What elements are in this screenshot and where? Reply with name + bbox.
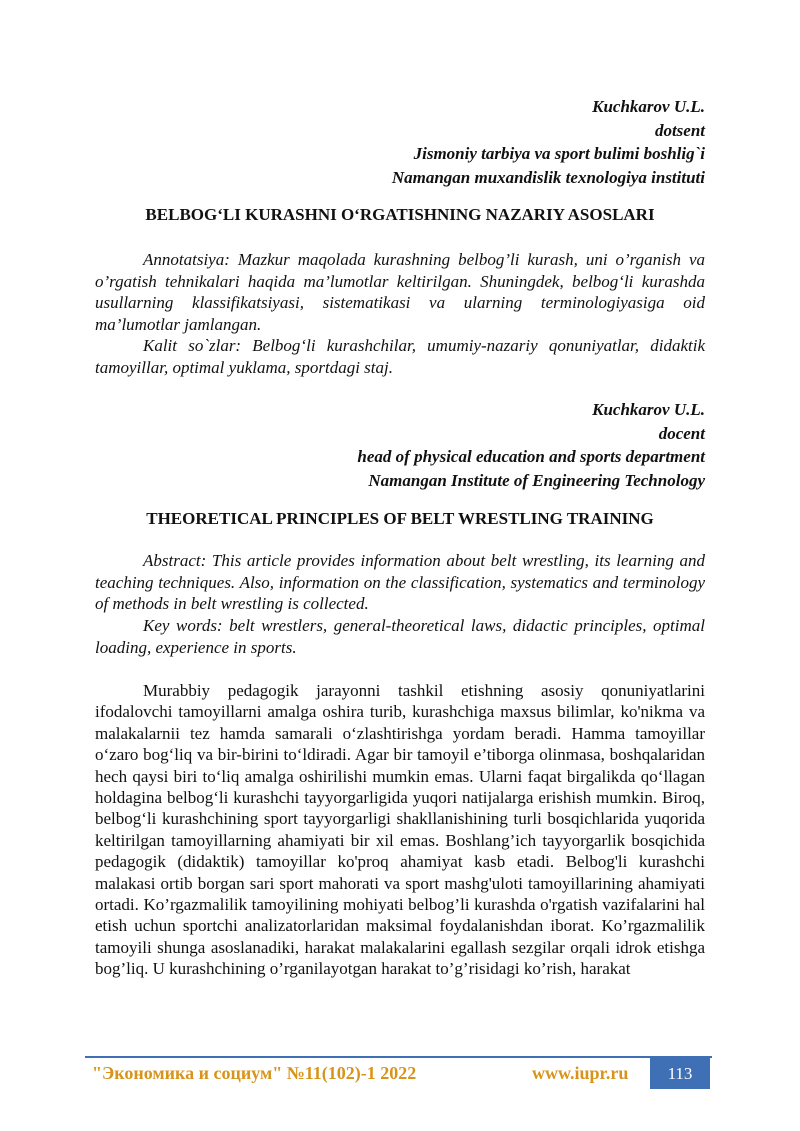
paper-page (95, 0, 705, 1131)
author-block-uz (392, 95, 705, 189)
author-block-en (357, 398, 705, 492)
author-department: Jismoniy tarbiya va sport bulimi boshlig`i (413, 144, 705, 163)
keywords-uz: Kalit so`zlar: Belbog‘li kurashchilar, umumiy-nazariy qonuniyatlar, didaktik tamoyillar, optimal yuklama, sportdagi staj. (95, 336, 705, 377)
author-name: Kuchkarov U.L. (592, 400, 705, 419)
author-position: dotsent (654, 120, 705, 140)
author-institution: Namangan muxandislik texnologiya instituti (391, 167, 705, 187)
author-position: docent (658, 423, 705, 443)
keywords-en: Key words: belt wrestlers, general-theoretical laws, didactic principles, optimal loading, experience in sports. (95, 616, 705, 657)
article-title-uz: BELBOG‘LI KURASHNI O‘RGATISHNING NAZARIY ASOSLARI (145, 205, 655, 224)
author-department: head of physical education and sports department (357, 447, 705, 466)
body-paragraph: Murabbiy pedagogik jarayonni tashkil etishning asosiy qonuniyatlarini ifodalovchi tamoyillarni amalga oshira turib, kurashchiga maxsus bilimlar, ko'nikma va malakalarnii tez hamda samarali o‘zlashtirishga yordam beradi. Hamma tamoyillar o‘zaro bog‘liq va bir-birini to‘ldiradi. Agar bir tamoyil e’tiborga olinmasa, boshqalaridan hech qaysi biri to‘liq amalga oshirilishi mumkin emas. Ularni faqat birgalikda qo‘llagan holdagina belbog‘li kurashchi tayyorgarligida yuqori natijalarga erishish mumkin. Biroq, belbog‘li kurashchining sport tayyorgarligi shakllanishining turli bosqichlarida yuqorida keltirilgan tamoyillarning ahamiyati bir xil emas. Boshlang’ich tayyorgarlik bosqichida pedagogik (didaktik) tamoyillar ko'proq ahamiyat kasb etadi. Belbog'li kurashchi malakasi ortib borgan sari sport mahorati va sport mashg'uloti tamoyillarining ahamiyati ortadi. Ko’rgazmalilik tamoyilining mohiyati belbog’li kurashda o'rgatish vazifalarini hal etish uchun sportchi analizatorlaridan maksimal foydalanishdan iborat. Ko’rgazmalilik tamoyili shunga asoslanadiki, harakat malakalarini egallash sezgilar orqali idrok etishga bog’liq. U kurashchining o’rganilayotgan harakat to’g’risidagi ko’rish, harakat (95, 681, 705, 979)
footer-website: www.iupr.ru (532, 1063, 629, 1083)
author-institution: Namangan Institute of Engineering Technology (368, 470, 705, 490)
article-title-en: THEORETICAL PRINCIPLES OF BELT WRESTLING TRAINING (146, 509, 654, 528)
abstract-en: Abstract: This article provides information about belt wrestling, its learning and teaching techniques. Also, information on the classification, systematics and terminology of methods in belt wrestling is collected. (95, 551, 705, 614)
annotation-uz: Annotatsiya: Mazkur maqolada kurashning belbog’li kurash, uni o’rganish va o’rgatish tehnikalari haqida ma’lumotlar keltirilgan. Shuningdek, belbog‘li kurashda usullarning klassifikatsiyasi, sistematikasi va ularning terminologiyasiga oid ma’lumotlar jamlangan. (95, 250, 705, 334)
page-number: 113 (650, 1058, 710, 1089)
footer-journal: "Экономика и социум" №11(102)-1 2022 (92, 1063, 417, 1083)
author-name: Kuchkarov U.L. (592, 97, 705, 116)
footer-divider (85, 1056, 712, 1058)
